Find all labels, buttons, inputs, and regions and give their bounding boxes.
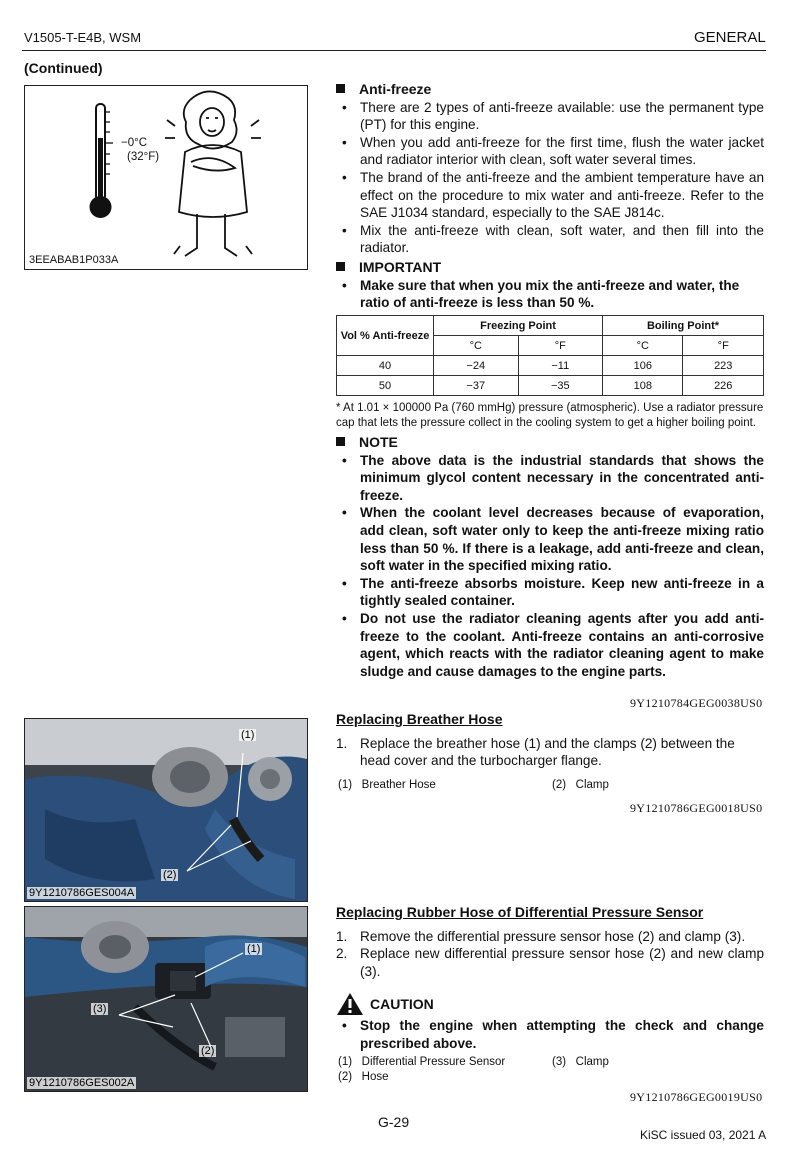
photo-code: 9Y1210786GES002A bbox=[29, 1077, 135, 1089]
rubber-doc-code: 9Y1210786GEG0019US0 bbox=[630, 1090, 763, 1104]
square-bullet-icon bbox=[336, 437, 345, 446]
photo-callout: (1) bbox=[247, 943, 261, 955]
photo-callout: (1) bbox=[241, 729, 255, 741]
photo-callout: (3) bbox=[93, 1003, 107, 1015]
caution-bullet: • Stop the engine when attempting the check and change prescribed above. bbox=[336, 1017, 764, 1052]
table-unit: °F bbox=[683, 336, 764, 356]
note-doc-code: 9Y1210784GEG0038US0 bbox=[630, 696, 763, 710]
rubber-hose-step: 1. Remove the differential pressure sensor hose (2) and clamp (3). bbox=[336, 928, 746, 944]
breather-step: 1. Replace the breather hose (1) and the clamps (2) between the head cover and the turbocharger flange. bbox=[336, 735, 735, 769]
rubber-callout-2: (2) Hose bbox=[338, 1071, 389, 1083]
breather-doc-code: 9Y1210786GEG0018US0 bbox=[630, 801, 763, 815]
table-unit: °F bbox=[518, 336, 603, 356]
important-bullet: • Make sure that when you mix the anti-freeze and water, the ratio of anti-freeze is less than 50 %. bbox=[336, 277, 764, 312]
header-model: V1505-T-E4B, WSM bbox=[24, 30, 142, 45]
note-section bbox=[336, 434, 764, 680]
figure-code: 3EEABAB1P033A bbox=[29, 254, 119, 266]
rubber-callout-1: (1) Differential Pressure Sensor bbox=[338, 1056, 506, 1068]
warning-triangle-icon bbox=[336, 992, 364, 1016]
note-bullet: • When the coolant level decreases because of evaporation, add clean, soft water only to keep the anti-freeze mixing ratio less than 50 %. If there is a leakage, add anti-freeze and clean, soft water in the specified mixing ratio. bbox=[336, 504, 764, 574]
header-section: GENERAL bbox=[694, 29, 766, 46]
breather-heading: Replacing Breather Hose bbox=[336, 711, 503, 727]
table-col-boiling: Boiling Point* bbox=[603, 316, 764, 336]
table-row: 40 −24 −11 106 223 bbox=[337, 356, 764, 376]
table-row: 50 −37 −35 108 226 bbox=[337, 376, 764, 396]
breather-section bbox=[336, 711, 764, 770]
rubber-hose-section bbox=[336, 904, 764, 1053]
continued-label: (Continued) bbox=[24, 60, 103, 76]
photo-callout: (2) bbox=[201, 1045, 215, 1057]
table-col-freezing: Freezing Point bbox=[434, 316, 603, 336]
temp-fahrenheit: (32°F) bbox=[127, 151, 160, 163]
antifreeze-bullet: • There are 2 types of anti-freeze available: use the permanent type (PT) for this engine. bbox=[336, 99, 764, 134]
issue-info: KiSC issued 03, 2021 A bbox=[640, 1128, 767, 1142]
important-heading: IMPORTANT bbox=[336, 259, 764, 277]
thermometer-icon bbox=[25, 86, 307, 269]
note-heading: NOTE bbox=[336, 434, 764, 452]
rubber-hose-step: 2. Replace new differential pressure sensor hose (2) and new clamp (3). bbox=[336, 946, 764, 979]
photo-code: 9Y1210786GES004A bbox=[29, 887, 135, 899]
temp-celsius: −0°C bbox=[121, 137, 148, 149]
table-footnote: * At 1.01 × 100000 Pa (760 mmHg) pressure (atmospheric). Use a radiator pressure cap that lets the pressure collect in the cooling system to get a higher boiling point. bbox=[336, 402, 764, 429]
table-col-volume: Vol % Anti-freeze bbox=[337, 316, 434, 356]
antifreeze-bullet: • Mix the anti-freeze with clean, soft water, and then fill into the radiator. bbox=[336, 222, 764, 257]
breather-callout-2: (2) Clamp bbox=[552, 779, 609, 791]
pressure-sensor-photo bbox=[24, 906, 308, 1092]
antifreeze-bullet: • When you add anti-freeze for the first time, flush the water jacket and radiator interior with clean, soft water several times. bbox=[336, 134, 764, 169]
page-number: G-29 bbox=[378, 1114, 410, 1130]
antifreeze-bullet: • The brand of the anti-freeze and the ambient temperature have an effect on the procedure to mix water and anti-freeze. Refer to the SAE J1034 standard, especially to the SAE J814c. bbox=[336, 169, 764, 222]
antifreeze-section bbox=[336, 81, 764, 312]
square-bullet-icon bbox=[336, 84, 345, 93]
note-bullet: • The anti-freeze absorbs moisture. Keep new anti-freeze in a tightly sealed container. bbox=[336, 575, 764, 610]
square-bullet-icon bbox=[336, 262, 345, 271]
breather-hose-photo bbox=[24, 718, 308, 902]
antifreeze-table bbox=[336, 315, 764, 396]
breather-callout-1: (1) Breather Hose bbox=[338, 779, 436, 791]
rubber-callout-3: (3) Clamp bbox=[552, 1056, 609, 1068]
cold-weather-figure bbox=[24, 85, 308, 270]
photo-callout: (2) bbox=[163, 869, 177, 881]
note-bullet: • The above data is the industrial standards that shows the minimum glycol content necessary in the concentrated anti-freeze. bbox=[336, 452, 764, 505]
caution-heading: CAUTION bbox=[336, 992, 764, 1016]
antifreeze-heading: Anti-freeze bbox=[336, 81, 764, 99]
header-rule bbox=[22, 50, 766, 51]
table-unit: °C bbox=[603, 336, 683, 356]
note-bullet: • Do not use the radiator cleaning agents after you add anti-freeze to the coolant. Anti-freeze contains an anti-corrosive agent, which reacts with the radiator cleaning agent to make sludge and cause damages to the engine parts. bbox=[336, 610, 764, 680]
engine-photo-icon bbox=[25, 907, 307, 1091]
rubber-hose-heading: Replacing Rubber Hose of Differential Pressure Sensor bbox=[336, 904, 704, 920]
table-unit: °C bbox=[434, 336, 519, 356]
